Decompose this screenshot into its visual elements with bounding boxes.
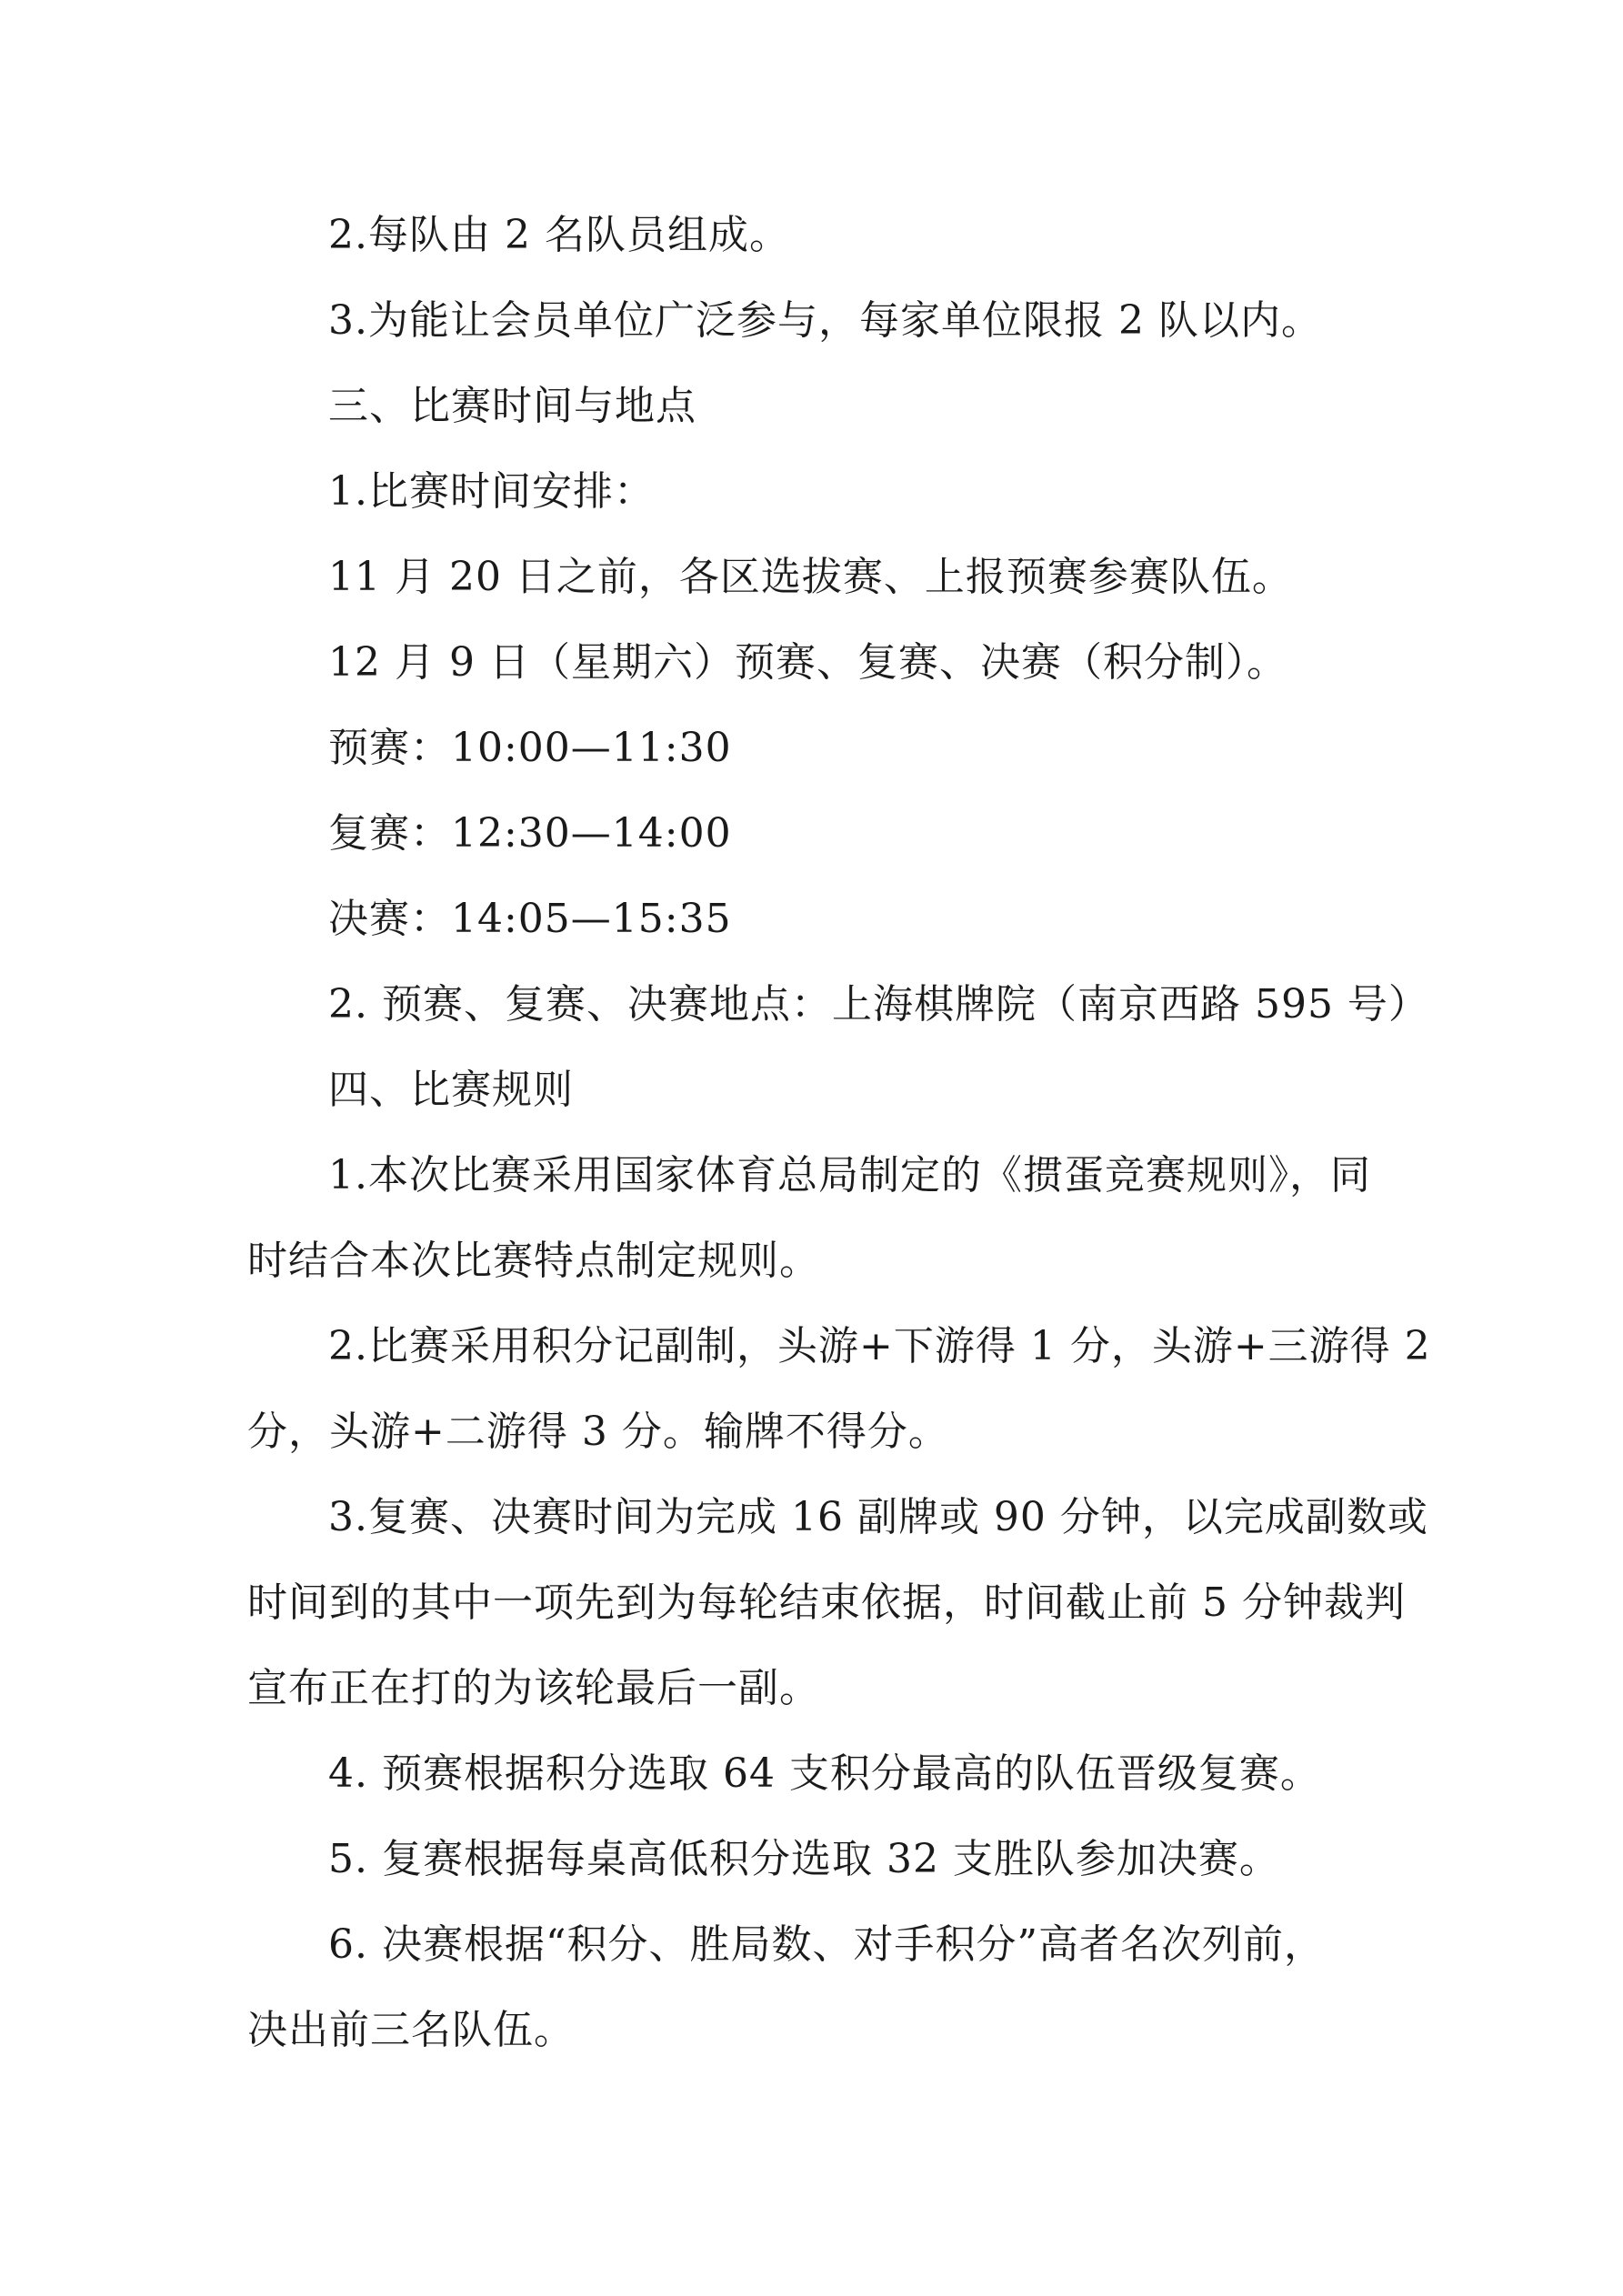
text-line: 时间到的其中一项先到为每轮结束依据，时间截止前 5 分钟裁判	[247, 1579, 1406, 1626]
text-line: 3.复赛、决赛时间为完成 16 副牌或 90 分钟，以完成副数或	[328, 1494, 1428, 1540]
text-line: 1.本次比赛采用国家体育总局制定的《掼蛋竞赛规则》，同	[328, 1152, 1371, 1198]
text-line: 2.每队由 2 名队员组成。	[328, 212, 790, 258]
text-line: 3.为能让会员单位广泛参与，每家单位限报 2 队以内。	[328, 297, 1322, 344]
section-heading: 四、比赛规则	[328, 1067, 574, 1113]
text-line: 4. 预赛根据积分选取 64 支积分最高的队伍晋级复赛。	[328, 1750, 1321, 1797]
text-line: 5. 复赛根据每桌高低积分选取 32 支胜队参加决赛。	[328, 1836, 1280, 1882]
text-line: 时结合本次比赛特点制定规则。	[247, 1238, 820, 1284]
text-line: 2. 预赛、复赛、决赛地点：上海棋牌院（南京西路 595 号）	[328, 981, 1429, 1028]
text-line: 决出前三名队伍。	[247, 2007, 575, 2053]
text-line: 11 月 20 日之前，各区选拔赛、上报预赛参赛队伍。	[328, 554, 1293, 600]
text-line: 1.比赛时间安排：	[328, 468, 655, 515]
schedule-line: 预赛：10:00—11:30	[328, 725, 732, 771]
section-heading: 三、比赛时间与地点	[328, 383, 696, 429]
schedule-line: 决赛：14:05—15:35	[328, 896, 732, 942]
text-line: 6. 决赛根据“积分、胜局数、对手积分”高者名次列前，	[328, 1921, 1325, 1968]
text-line: 宣布正在打的为该轮最后一副。	[247, 1665, 820, 1711]
text-line: 12 月 9 日（星期六）预赛、复赛、决赛（积分制）。	[328, 639, 1287, 686]
text-line: 2.比赛采用积分记副制，头游+下游得 1 分，头游+三游得 2	[328, 1323, 1431, 1369]
schedule-line: 复赛：12:30—14:00	[328, 810, 732, 857]
text-line: 分，头游+二游得 3 分。输牌不得分。	[247, 1409, 949, 1455]
